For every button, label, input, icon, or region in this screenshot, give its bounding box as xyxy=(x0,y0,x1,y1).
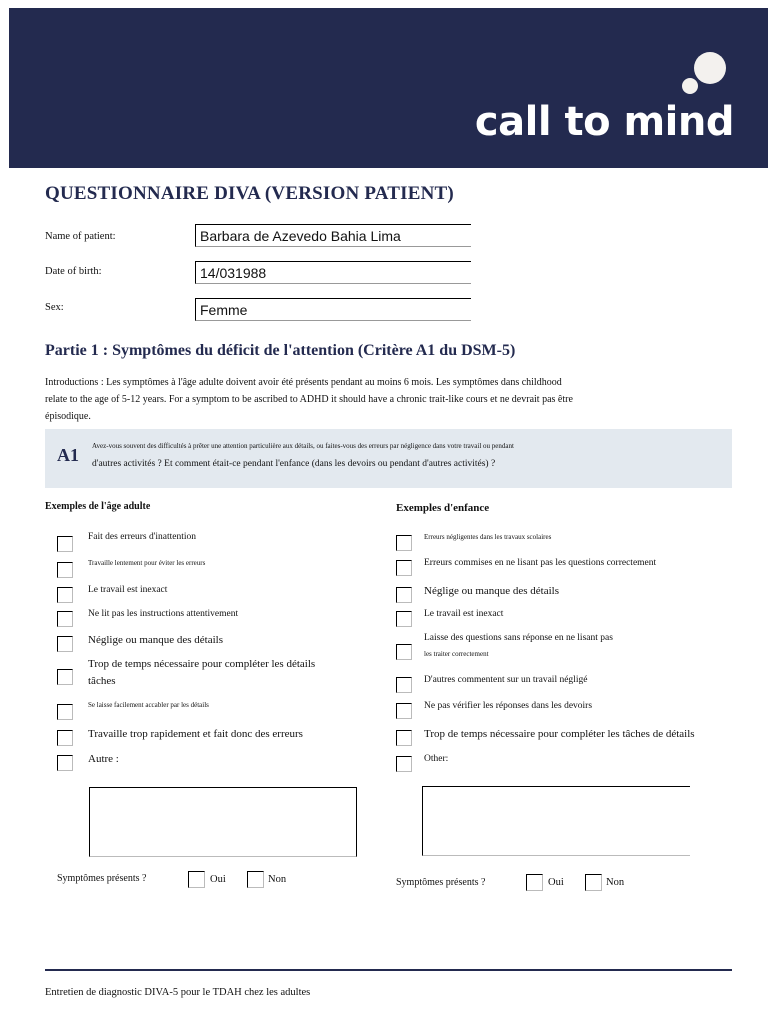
child-symptoms-no-checkbox[interactable] xyxy=(585,874,602,891)
sex-label: Sex: xyxy=(45,302,64,313)
adult-item-label: Se laisse facilement accabler par les détails xyxy=(88,701,209,709)
adult-symptoms-label: Symptômes présents ? xyxy=(57,873,147,884)
section-intro: Introductions : Les symptômes à l'âge adulte doivent avoir été présents pendant au moins 6 mois. Les symptômes dans childhood relate to the age of 5-12 years. For a symptom to be ascribed to ADHD it should have a chronic trait-like cours et ne devrait pas être épisodique. xyxy=(45,377,573,422)
patient-name-label: Name of patient: xyxy=(45,231,116,242)
adult-item-label: Trop de temps nécessaire pour compléter les détails xyxy=(88,658,316,670)
date-of-birth-field[interactable]: 14/031988 xyxy=(195,261,471,284)
adult-item-label: Travaille trop rapidement et fait donc des erreurs xyxy=(88,728,303,740)
child-symptoms-yes-checkbox[interactable] xyxy=(526,874,543,891)
adult-other-checkbox[interactable] xyxy=(57,755,73,771)
child-item-checkbox[interactable] xyxy=(396,611,412,627)
logo-dot-large-icon xyxy=(694,52,726,84)
sex-field[interactable]: Femme xyxy=(195,298,471,321)
child-item-label: Erreurs commises en ne lisant pas les questions correctement xyxy=(424,558,657,568)
adult-item-checkbox[interactable] xyxy=(57,587,73,603)
adult-other-label: Autre : xyxy=(88,753,119,765)
child-item-label: Le travail est inexact xyxy=(424,609,504,619)
document-title: QUESTIONNAIRE DIVA (VERSION PATIENT) xyxy=(45,183,454,204)
page-header xyxy=(9,8,768,168)
adult-item-label: Le travail est inexact xyxy=(88,585,168,595)
adult-item-label: Néglige ou manque des détails xyxy=(88,634,224,646)
child-symptoms-label: Symptômes présents ? xyxy=(396,877,486,888)
question-a1-label: A1 xyxy=(57,445,79,465)
child-symptoms-no-label: Non xyxy=(606,877,625,888)
child-item-label: Ne pas vérifier les réponses dans les devoirs xyxy=(424,701,593,711)
adult-symptoms-yes-checkbox[interactable] xyxy=(188,871,205,888)
page-top-margin xyxy=(0,0,768,8)
question-a1-box xyxy=(45,429,732,488)
child-symptoms-yes-label: Oui xyxy=(548,877,564,888)
section-title: Partie 1 : Symptômes du déficit de l'attention (Critère A1 du DSM-5) xyxy=(45,342,516,359)
adult-item-checkbox[interactable] xyxy=(57,536,73,552)
footer-divider xyxy=(45,969,732,971)
adult-other-textarea[interactable] xyxy=(89,787,357,857)
footer-text: Entretien de diagnostic DIVA-5 pour le TDAH chez les adultes xyxy=(45,987,311,998)
child-item-checkbox[interactable] xyxy=(396,703,412,719)
adult-item-checkbox[interactable] xyxy=(57,636,73,652)
child-item-checkbox[interactable] xyxy=(396,644,412,660)
child-item-label: Trop de temps nécessaire pour compléter les tâches de détails xyxy=(424,728,695,740)
adult-symptoms-no-label: Non xyxy=(268,874,287,885)
child-item-label: D'autres commentent sur un travail négligé xyxy=(424,675,588,685)
child-item-checkbox[interactable] xyxy=(396,587,412,603)
adult-item-checkbox[interactable] xyxy=(57,562,73,578)
logo-text: call to mind xyxy=(474,99,734,145)
question-a1-text-line1: Avez-vous souvent des difficultés à prêter une attention particulière aux détails, ou faites-vous des erreurs par négligence dans votre travail ou pendant xyxy=(92,442,514,450)
brand-logo xyxy=(474,52,734,145)
adult-item-checkbox[interactable] xyxy=(57,704,73,720)
date-of-birth-label: Date of birth: xyxy=(45,266,102,277)
child-item-label: Laisse des questions sans réponse en ne lisant pas xyxy=(424,633,613,643)
adult-item-label: Ne lit pas les instructions attentivement xyxy=(88,609,239,619)
child-other-label: Other: xyxy=(424,754,449,764)
adult-item-label-continued: tâches xyxy=(88,675,116,687)
adult-symptoms-no-checkbox[interactable] xyxy=(247,871,264,888)
child-other-checkbox[interactable] xyxy=(396,756,412,772)
adult-item-label: Travaille lentement pour éviter les erreurs xyxy=(88,559,206,567)
adult-item-checkbox[interactable] xyxy=(57,611,73,627)
patient-name-field[interactable]: Barbara de Azevedo Bahia Lima xyxy=(195,224,471,247)
question-a1-text-line2: d'autres activités ? Et comment était-ce pendant l'enfance (dans les devoirs ou pendant d'autres activités) ? xyxy=(92,459,496,469)
adult-item-label: Fait des erreurs d'inattention xyxy=(88,532,197,542)
child-item-checkbox[interactable] xyxy=(396,677,412,693)
adult-item-checkbox[interactable] xyxy=(57,730,73,746)
child-item-label-continued: les traiter correctement xyxy=(424,650,489,658)
logo-dot-small-icon xyxy=(682,78,698,94)
adult-item-checkbox[interactable] xyxy=(57,669,73,685)
child-item-checkbox[interactable] xyxy=(396,560,412,576)
adult-examples-title: Exemples de l'âge adulte xyxy=(45,501,151,512)
adult-symptoms-yes-label: Oui xyxy=(210,874,226,885)
child-other-textarea[interactable] xyxy=(422,786,690,856)
child-examples-title: Exemples d'enfance xyxy=(396,502,490,514)
child-item-label: Erreurs négligentes dans les travaux scolaires xyxy=(424,533,552,541)
child-item-checkbox[interactable] xyxy=(396,535,412,551)
child-item-label: Néglige ou manque des détails xyxy=(424,585,560,597)
child-item-checkbox[interactable] xyxy=(396,730,412,746)
